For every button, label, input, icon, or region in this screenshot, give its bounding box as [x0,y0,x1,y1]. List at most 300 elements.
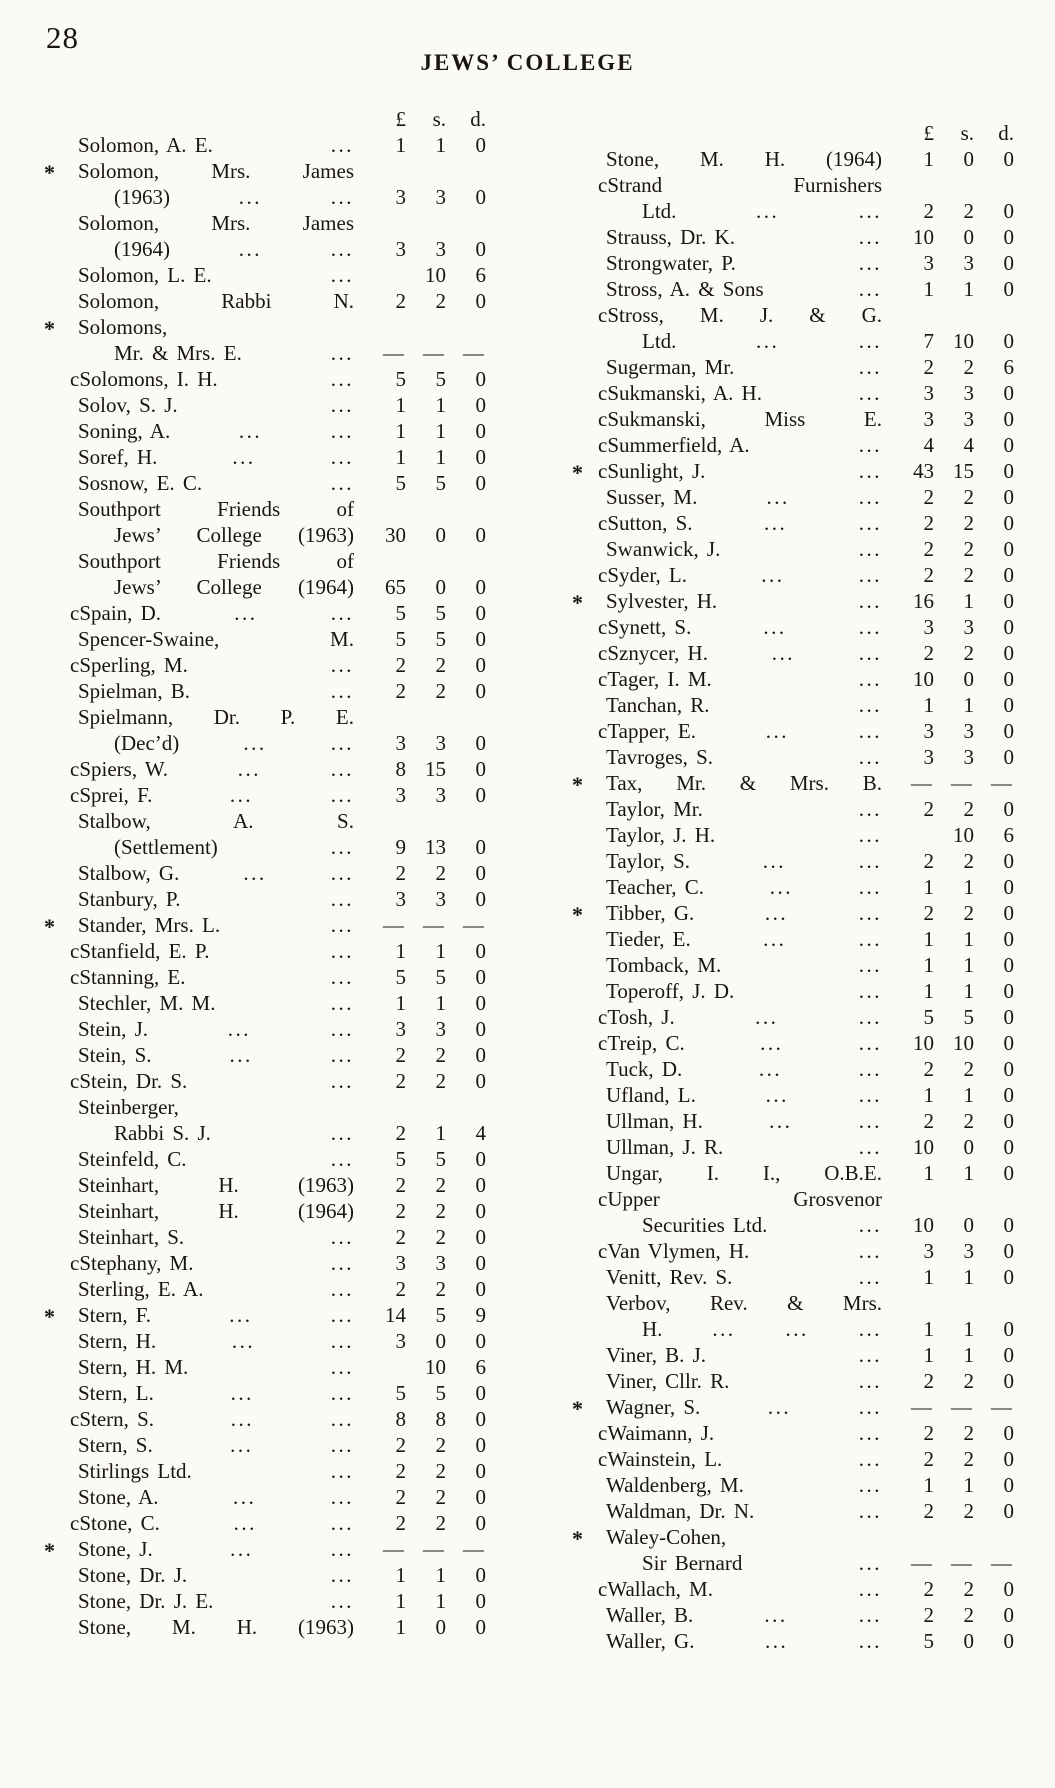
leader-dots: ... [330,887,354,911]
donor-name [598,1082,898,1108]
donor-name-text: Ltd. [642,329,677,353]
amount-pence: 0 [1003,875,1014,899]
donor-name [70,886,370,912]
donor-name-text: Tieder, E. [606,927,691,951]
star-marker: * [44,316,55,341]
donor-name-text: (Dec’d) [114,731,180,755]
ledger-row [44,1068,496,1094]
amount-pence: 0 [1003,1083,1014,1107]
currency-header-spacer [598,120,898,146]
leader-dots: ... [230,1381,254,1405]
donor-name-text: (Settlement) [114,835,218,859]
amount-pence: 0 [475,185,486,209]
amount-pence: 0 [475,757,486,781]
star-marker [572,1602,598,1628]
ledger-row [572,224,1024,250]
donor-name-text: cSukmanski, A. H. [598,381,762,405]
amount-pounds: 2 [923,1603,934,1627]
donor-name [598,380,898,406]
leader-dots: ... [858,1265,882,1289]
leader-dots: ... [858,199,882,223]
amount-shillings: 1 [963,1161,974,1185]
amount-shillings: 10 [425,1355,446,1379]
star-marker [44,730,70,756]
amount-pence [456,496,496,522]
amount-pence: 0 [1003,1005,1014,1029]
star-marker [572,1342,598,1368]
donor-name-text: Stern, S. [78,1433,153,1457]
amount-pounds [898,1524,944,1552]
amount-pence: 0 [1003,693,1014,717]
star-marker [572,1056,598,1082]
star-marker [44,522,70,548]
star-marker [572,1628,598,1654]
star-marker [572,120,598,146]
amount-pounds: 2 [395,679,406,703]
amount-pence: 0 [475,367,486,391]
amount-pence: 0 [1003,407,1014,431]
amount-shillings: 5 [435,627,446,651]
donor-name: Solomon, Mrs. James [78,211,354,235]
ledger-row [44,1120,496,1146]
star-marker: * [44,1538,55,1563]
donor-name [70,756,370,782]
leader-dots: ... [330,1329,354,1353]
star-marker [44,548,70,574]
leader-dots: ... [330,1121,354,1145]
star-marker [44,1458,70,1484]
ledger-row [44,990,496,1016]
amount-pounds [370,704,416,730]
donor-name [598,198,898,224]
amount-pence: 0 [1003,849,1014,873]
amount-shillings: 2 [435,1511,446,1535]
amount-shillings: — [951,1395,972,1419]
amount-shillings: 3 [963,407,974,431]
donor-name-text: Swanwick, J. [606,537,721,561]
donor-name-text: Soref, H. [78,445,158,469]
leader-dots: ... [330,601,354,625]
amount-shillings [416,1094,456,1120]
amount-shillings [416,496,456,522]
amount-shillings: 0 [435,575,446,599]
star-marker: * [572,590,583,615]
left-column [44,106,496,1640]
amount-shillings: 2 [963,1369,974,1393]
leader-dots: ... [330,1433,354,1457]
donor-name-text: cVan Vlymen, H. [598,1239,750,1263]
donor-name-text: Taylor, S. [606,849,691,873]
amount-pounds [370,210,416,236]
star-marker [44,1120,70,1146]
star-marker: * [572,1526,583,1551]
leader-dots: ... [330,471,354,495]
leader-dots: ... [230,1407,255,1431]
amount-pounds: 1 [923,927,934,951]
leader-dots: ... [858,1109,882,1133]
ledger-row [44,288,496,314]
donor-name-text: cTreip, C. [598,1031,685,1055]
donor-name-text: cTapper, E. [598,719,696,743]
amount-shillings: 0 [435,1615,446,1639]
amount-pence: 0 [475,1225,486,1249]
donor-name [70,1406,370,1432]
amount-pence: 0 [1003,979,1014,1003]
ledger-row [44,262,496,288]
amount-pence [984,1186,1024,1212]
amount-shillings: 3 [963,615,974,639]
amount-pence [456,548,496,574]
star-marker [572,952,598,978]
donor-name [70,444,370,470]
amount-shillings: 0 [963,667,974,691]
amount-shillings [944,1290,984,1316]
leader-dots: ... [755,1005,779,1029]
donor-name-text: cWaimann, J. [598,1421,715,1445]
donor-name-text: cSutton, S. [598,511,693,535]
amount-shillings: 1 [963,953,974,977]
ledger-row [572,718,1024,744]
amount-pence: 0 [475,1017,486,1041]
ledger-row [572,614,1024,640]
leader-dots: ... [761,563,785,587]
ledger-row [44,1302,496,1328]
amount-pounds: 5 [395,471,406,495]
donor-name [598,1004,898,1030]
amount-pence: 0 [475,1407,486,1431]
leader-dots: ... [858,1473,882,1497]
donor-name [70,1354,370,1380]
star-marker [572,1576,598,1602]
amount-shillings: 2 [963,199,974,223]
star-marker [572,796,598,822]
amount-pence [984,302,1024,328]
donor-name [598,1056,898,1082]
ledger-row [44,1328,496,1354]
donor-name [70,678,370,704]
donor-name-text: cSummerfield, A. [598,433,750,457]
amount-pounds: 1 [923,1265,934,1289]
amount-pence: 0 [475,393,486,417]
amount-shillings: 1 [963,277,974,301]
donor-name-text: cStanning, E. [70,965,186,989]
donor-name: cUpper Grosvenor [598,1187,882,1211]
star-marker [572,744,598,770]
star-marker [44,1588,70,1614]
amount-pence: 0 [1003,199,1014,223]
ledger-row [44,912,496,938]
amount-pounds: 2 [395,1511,406,1535]
amount-shillings: 1 [435,991,446,1015]
donor-name [598,848,898,874]
ledger-row [572,172,1024,198]
amount-shillings: 1 [963,1265,974,1289]
donor-name: Ungar, I. I., O.B.E. [606,1161,882,1185]
star-marker [572,354,598,380]
leader-dots: ... [762,849,787,873]
leader-dots: ... [330,1251,354,1275]
amount-shillings: 5 [435,367,446,391]
amount-pence: 4 [475,1121,486,1145]
amount-shillings: 1 [963,927,974,951]
leader-dots: ... [858,563,882,587]
ledger-row [44,210,496,236]
ledger-row [44,1146,496,1172]
amount-shillings: 1 [435,393,446,417]
donor-name-text: cStein, Dr. S. [70,1069,188,1093]
leader-dots: ... [758,1057,783,1081]
star-marker: * [572,772,583,797]
amount-shillings: 2 [963,537,974,561]
star-marker [44,288,70,314]
leader-dots: ... [769,875,793,899]
star-marker [572,328,598,354]
amount-pence: 0 [1003,667,1014,691]
amount-pounds: 2 [923,641,934,665]
donor-name [70,470,370,496]
donor-name [70,1588,370,1614]
ledger-row [44,1562,496,1588]
amount-shillings: 2 [435,1459,446,1483]
donor-name-text: Stern, L. [78,1381,154,1405]
amount-pounds: 2 [923,199,934,223]
donor-name: Stone, M. H. (1963) [78,1615,354,1639]
donor-name-text: Teacher, C. [606,875,704,899]
amount-pounds: 3 [923,381,934,405]
ledger-row [572,406,1024,432]
leader-dots: ... [858,329,882,353]
leader-dots: ... [330,1225,354,1249]
donor-name [598,1550,898,1576]
leader-dots: ... [858,1395,882,1419]
star-marker [44,496,70,522]
ledger-row [572,1368,1024,1394]
amount-shillings: 5 [435,1147,446,1171]
donor-name-text: Solomon, A. E. [78,133,213,157]
donor-name-text: cWainstein, L. [598,1447,723,1471]
donor-name [70,236,370,262]
donor-name-text: cTosh, J. [598,1005,675,1029]
donor-name-text: cStephany, M. [70,1251,194,1275]
donor-name [70,418,370,444]
ledger-row [44,1380,496,1406]
leader-dots: ... [858,667,882,691]
star-marker [44,652,70,678]
amount-shillings: 5 [435,471,446,495]
star-marker [44,1614,70,1640]
star-marker [572,822,598,848]
ledger-row [572,822,1024,848]
amount-pence: 0 [475,1069,486,1093]
leader-dots: ... [230,1537,254,1561]
donor-name: Steinhart, H. (1963) [78,1173,354,1197]
donor-name [70,600,370,626]
amount-pence: 0 [1003,251,1014,275]
leader-dots: ... [330,1355,354,1379]
amount-shillings: 3 [963,381,974,405]
amount-pounds: 1 [395,393,406,417]
amount-pounds: 2 [923,1421,934,1445]
amount-pounds: — [911,1395,932,1419]
amount-shillings: 2 [963,849,974,873]
amount-shillings: 2 [435,1069,446,1093]
donor-name-text: Stechler, M. M. [78,991,216,1015]
ledger-row [572,1108,1024,1134]
amount-shillings: 1 [963,1473,974,1497]
amount-pence: 0 [475,289,486,313]
amount-shillings: 1 [435,445,446,469]
amount-shillings: 1 [963,1317,974,1341]
amount-pounds: 5 [395,601,406,625]
ledger-row [44,1094,496,1120]
donor-name-text: (1964) [114,237,170,261]
amount-pence: 0 [475,835,486,859]
donor-name [598,1472,898,1498]
amount-pence: 0 [1003,1109,1014,1133]
amount-pounds: 2 [395,653,406,677]
amount-pence: 0 [1003,1603,1014,1627]
donor-name-text: cStanfield, E. P. [70,939,210,963]
ledger-row [572,1056,1024,1082]
amount-shillings: 1 [435,939,446,963]
amount-pounds: 1 [395,939,406,963]
amount-pounds: — [383,913,404,937]
amount-shillings: 0 [963,225,974,249]
leader-dots: ... [330,757,354,781]
amount-shillings: 4 [963,433,974,457]
donor-name-text: Viner, B. J. [606,1343,707,1367]
amount-pounds: 2 [395,1277,406,1301]
star-marker: * [44,160,55,185]
donor-name [598,978,898,1004]
star-marker [44,1172,70,1198]
amount-shillings: 2 [435,289,446,313]
amount-shillings: 2 [435,1277,446,1301]
leader-dots: ... [330,965,354,989]
donor-name-text: cStern, S. [70,1407,155,1431]
donor-name-text: Susser, M. [606,485,698,509]
donor-name-text: (1963) [114,185,170,209]
ledger-row [572,1446,1024,1472]
donor-name-text: cStone, C. [70,1511,160,1535]
star-marker [572,1238,598,1264]
donor-name [70,1016,370,1042]
amount-shillings: 1 [963,875,974,899]
amount-pence: 0 [475,1173,486,1197]
star-marker [44,808,70,834]
ledger-row [44,574,496,600]
leader-dots: ... [858,979,882,1003]
amount-pence: 0 [475,887,486,911]
star-marker [572,1004,598,1030]
leader-dots: ... [858,589,882,613]
amount-pounds: 1 [395,133,406,157]
donor-name: Steinberger, [78,1095,179,1119]
donor-name-text: Stander, Mrs. L. [78,913,221,937]
amount-pence: 0 [475,1511,486,1535]
donor-name-text: Stirlings Ltd. [78,1459,192,1483]
amount-pounds: 3 [395,1017,406,1041]
amount-pounds: 7 [923,329,934,353]
donor-name [70,990,370,1016]
amount-pounds [370,548,416,574]
donor-name [598,1134,898,1160]
amount-shillings: 2 [435,1225,446,1249]
amount-pence [456,808,496,834]
amount-shillings [416,548,456,574]
amount-pence: 0 [475,1485,486,1509]
amount-shillings [416,704,456,730]
ledger-row [572,1472,1024,1498]
amount-pounds: 2 [923,1109,934,1133]
leader-dots: ... [858,433,882,457]
star-marker [44,1042,70,1068]
ledger-row [572,1420,1024,1446]
amount-pounds [370,262,416,288]
amount-pence: 0 [475,237,486,261]
amount-shillings: 1 [963,693,974,717]
amount-pence: 0 [1003,433,1014,457]
star-marker [44,600,70,626]
amount-pounds: 1 [923,1083,934,1107]
amount-shillings: 2 [963,1057,974,1081]
donor-name: Stone, M. H. (1964) [606,147,882,171]
donor-name [70,1458,370,1484]
shillings-label: s. [960,121,974,145]
ledger-row [44,730,496,756]
leader-dots: ... [858,745,882,769]
amount-pounds [370,496,416,522]
amount-shillings: 2 [435,1043,446,1067]
donor-name [598,1342,898,1368]
leader-dots: ... [858,381,882,405]
amount-shillings: 1 [963,589,974,613]
leader-dots: ... [330,939,354,963]
donor-name-text: Steinhart, S. [78,1225,185,1249]
amount-shillings: 0 [963,1213,974,1237]
star-marker [44,626,70,652]
amount-pence [456,314,496,342]
amount-shillings: 5 [435,965,446,989]
amount-pounds: 5 [395,965,406,989]
amount-pounds [898,302,944,328]
amount-pounds: 5 [923,1005,934,1029]
leader-dots: ... [243,731,267,755]
donor-name-text: Ltd. [642,199,677,223]
donor-name [70,1146,370,1172]
star-marker [44,860,70,886]
donor-name [598,1108,898,1134]
ledger-row [572,848,1024,874]
star-marker [572,874,598,900]
donor-name-text: Sylvester, H. [606,589,718,613]
ledger-row [44,314,496,340]
leader-dots: ... [231,1329,256,1353]
amount-shillings: 13 [425,835,446,859]
ledger-row [44,470,496,496]
donor-name-text: Tanchan, R. [606,693,710,717]
donor-name-text: Tavroges, S. [606,745,714,769]
leader-dots: ... [330,367,354,391]
amount-pence: 0 [475,1589,486,1613]
donor-name [598,458,898,486]
star-marker [44,1068,70,1094]
amount-pounds: 3 [923,407,934,431]
ledger-row [44,1276,496,1302]
ledger-row [572,978,1024,1004]
ledger-row [44,1354,496,1380]
amount-pence: 0 [1003,329,1014,353]
